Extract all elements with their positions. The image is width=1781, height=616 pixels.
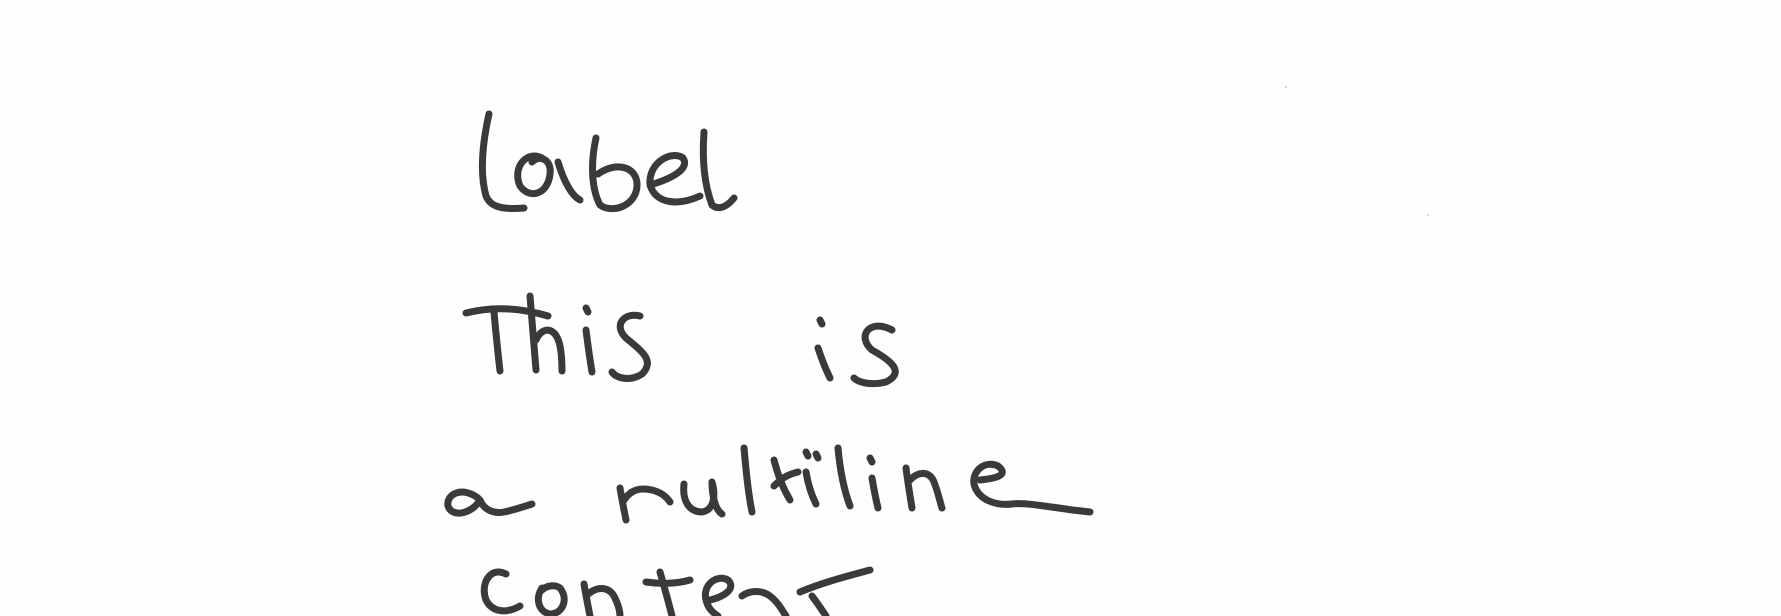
handwritten-line-2 (448, 448, 1090, 520)
handwritten-line-3 (484, 570, 870, 616)
handwritten-heading (482, 114, 734, 209)
handwritten-line-1 (466, 296, 895, 384)
